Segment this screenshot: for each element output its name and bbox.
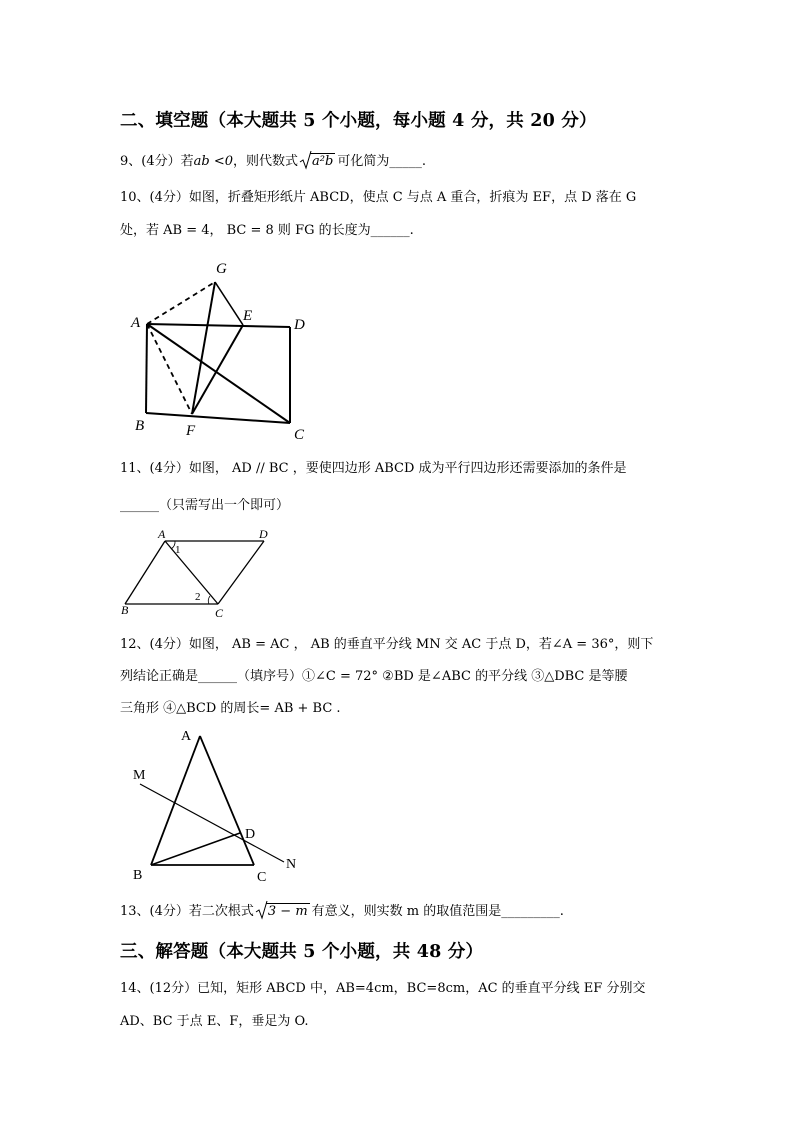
label-a: A (158, 527, 166, 541)
question-12-line3: 三角形 ④△BCD 的周长= AB + BC . (120, 701, 341, 716)
label-m: M (133, 768, 146, 783)
q9-radicand: a²b (312, 154, 334, 169)
question-10-line1: 10、(4分）如图，折叠矩形纸片 ABCD，使点 C 与点 A 重合，折痕为 EF，点 D 落在 G (120, 190, 637, 205)
label-a: A (131, 315, 141, 331)
q9-text-before: 9、(4分）若 (120, 154, 194, 169)
label-c: C (294, 427, 305, 443)
q13-radicand: 3 − m (267, 904, 308, 919)
edge-ac (200, 736, 254, 865)
question-11-line2: ______（只需写出一个即可） (120, 498, 290, 513)
label-d: D (294, 317, 305, 333)
section-heading-solve: 三、解答题（本大题共 5 个小题，共 48 分） (120, 942, 484, 962)
q9-condition: ab <0 (193, 154, 233, 169)
label-a: A (181, 729, 192, 744)
edge-ab (151, 736, 200, 865)
label-angle-2: 2 (195, 591, 201, 603)
segment-bd (151, 833, 240, 865)
question-12-line1: 12、(4分）如图， AB = AC ， AB 的垂直平分线 MN 交 AC 于点 D，若∠A = 36°，则下 (120, 637, 654, 652)
label-g: G (216, 261, 227, 277)
q13-radical (256, 904, 310, 919)
label-b: B (121, 603, 129, 617)
line-mn (140, 784, 284, 862)
question-12-line2: 列结论正确是______（填序号）①∠C = 72° ②BD 是∠ABC 的平分线 ③△DBC 是等腰 (120, 669, 628, 684)
q13-text-after: 有意义，则实数 m 的取值范围是_________. (311, 904, 564, 919)
label-e: E (243, 308, 253, 324)
q9-text-after: 可化简为_____. (337, 154, 426, 169)
label-n: N (286, 857, 297, 872)
label-b: B (135, 418, 145, 434)
question-14-line2: AD、BC 于点 E、F，垂足为 O. (120, 1014, 309, 1029)
label-d: D (259, 527, 268, 541)
question-11-line1: 11、(4分）如图， AD // BC ，要使四边形 ABCD 成为平行四边形还需要添加的条件是 (120, 461, 627, 476)
radical-sign-icon (256, 900, 268, 920)
label-d: D (245, 827, 256, 842)
question-14-line1: 14、(12分）已知，矩形 ABCD 中，AB=4cm，BC=8cm，AC 的垂直平分线 EF 分别交 (120, 981, 646, 996)
q13-text-before: 13、(4分）若二次根式 (120, 904, 254, 919)
label-b: B (133, 868, 143, 883)
question-10-line2: 处，若 AB = 4， BC = 8 则 FG 的长度为______. (120, 223, 414, 238)
label-f: F (186, 423, 196, 439)
label-c: C (215, 606, 224, 620)
question-13 (120, 900, 564, 919)
label-c: C (257, 870, 267, 885)
label-angle-1: 1 (175, 544, 181, 556)
q9-text-mid: ，则代数式 (233, 154, 299, 169)
section-heading-fill-blank: 二、填空题（本大题共 5 个小题，每小题 4 分，共 20 分） (120, 111, 597, 131)
